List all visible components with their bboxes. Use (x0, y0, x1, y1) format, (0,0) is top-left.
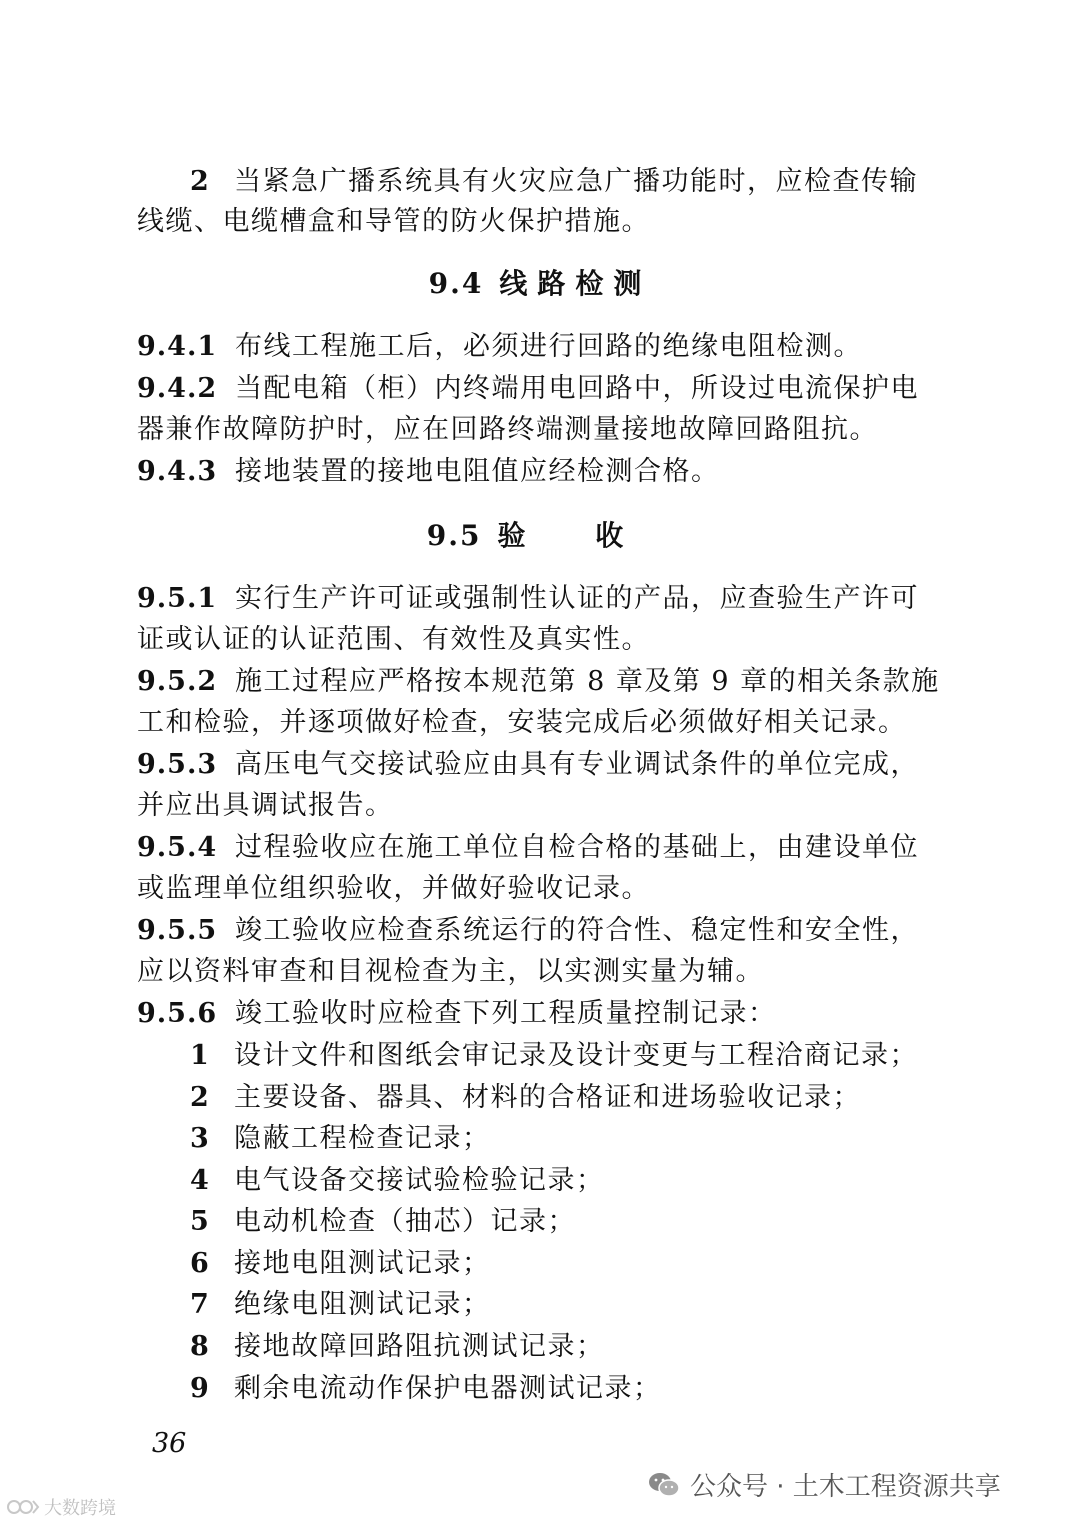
clause-text: 器兼作故障防护时，应在回路终端测量接地故障回路阻抗。 (137, 414, 878, 445)
item-text: 接地故障回路阻抗测试记录； (234, 1331, 605, 1362)
item-text: 绝缘电阻测试记录； (234, 1289, 491, 1320)
list-item (190, 1036, 990, 1076)
item-number: 3 (190, 1123, 210, 1154)
watermark-brand: 大数跨境 (44, 1498, 116, 1519)
clause-continuation (137, 703, 937, 743)
item-text: 隐蔽工程检查记录； (234, 1123, 491, 1154)
clause-continuation (137, 786, 937, 826)
section-number: 9.5 (426, 519, 482, 552)
clause-number: 9.5.6 (137, 998, 218, 1029)
item-number: 1 (190, 1040, 210, 1071)
clause-9-5-5 (137, 911, 937, 951)
watermark-logo-icon (6, 1497, 40, 1517)
item-number: 2 (190, 1082, 210, 1113)
corner-watermark (6, 1494, 116, 1520)
clause-text: 并应出具调试报告。 (137, 790, 394, 821)
section-title: 验 收 (497, 519, 654, 552)
item-text: 接地电阻测试记录； (234, 1248, 491, 1279)
item-text: 剩余电流动作保护电器测试记录； (234, 1373, 662, 1404)
item-number: 4 (190, 1165, 210, 1196)
clause-number: 9.5.1 (137, 583, 218, 614)
clause-text: 接地装置的接地电阻值应经检测合格。 (235, 456, 720, 487)
item-number: 8 (190, 1331, 210, 1362)
list-item (190, 1078, 990, 1118)
clause-9-5-6 (137, 994, 937, 1034)
clause-number: 9.5.4 (137, 832, 218, 863)
clause-text: 施工过程应严格按本规范第 8 章及第 9 章的相关条款施 (235, 666, 940, 697)
clause-9-5-1 (137, 579, 937, 619)
clause-continuation (137, 410, 937, 450)
clause-number: 9.4.2 (137, 373, 218, 404)
clause-continuation (137, 620, 937, 660)
paragraph-text: 当紧急广播系统具有火灾应急广播功能时，应检查传输 (234, 166, 918, 197)
clause-continuation (137, 952, 937, 992)
section-number: 9.4 (428, 267, 484, 300)
clause-number: 9.4.1 (137, 331, 218, 362)
clause-text: 证或认证的认证范围、有效性及真实性。 (137, 624, 650, 655)
item-number: 2 (190, 166, 210, 197)
page-number: 36 (152, 1428, 187, 1459)
clause-text: 应以资料审查和目视检查为主，以实测实量为辅。 (137, 956, 764, 987)
item-number: 9 (190, 1373, 210, 1404)
paragraph-text: 线缆、电缆槽盒和导管的防火保护措施。 (137, 206, 650, 237)
item-text: 主要设备、器具、材料的合格证和进场验收记录； (234, 1082, 861, 1113)
clause-continuation (137, 869, 937, 909)
clause-9-5-2 (137, 662, 940, 702)
clause-number: 9.4.3 (137, 456, 218, 487)
clause-text: 竣工验收应检查系统运行的符合性、稳定性和安全性， (235, 915, 919, 946)
clause-text: 竣工验收时应检查下列工程质量控制记录： (235, 998, 777, 1029)
section-heading-9-4 (0, 264, 1080, 304)
clause-text: 或监理单位组织验收，并做好验收记录。 (137, 873, 650, 904)
clause-text: 布线工程施工后，必须进行回路的绝缘电阻检测。 (235, 331, 862, 362)
clause-9-4-1 (137, 327, 937, 367)
item-number: 7 (190, 1289, 210, 1320)
clause-9-4-3 (137, 452, 937, 492)
list-item (190, 1285, 990, 1325)
watermark-text: 公众号 · 土木工程资源共享 (690, 1472, 1001, 1502)
list-item (190, 1161, 990, 1201)
item-number: 6 (190, 1248, 210, 1279)
list-item (190, 1202, 990, 1242)
paragraph-item-2 (190, 162, 990, 202)
list-item (190, 1369, 990, 1409)
item-text: 电动机检查（抽芯）记录； (234, 1206, 576, 1237)
clause-9-5-4 (137, 828, 937, 868)
clause-9-4-2 (137, 369, 937, 409)
clause-text: 过程验收应在施工单位自检合格的基础上，由建设单位 (235, 832, 919, 863)
section-title: 线路检测 (499, 267, 652, 300)
clause-number: 9.5.5 (137, 915, 218, 946)
clause-9-5-3 (137, 745, 937, 785)
wechat-icon (648, 1471, 680, 1499)
wechat-watermark (648, 1466, 1001, 1503)
list-item (190, 1244, 990, 1284)
item-number: 5 (190, 1206, 210, 1237)
item-text: 设计文件和图纸会审记录及设计变更与工程洽商记录； (234, 1040, 918, 1071)
list-item (190, 1119, 990, 1159)
clause-text: 当配电箱（柜）内终端用电回路中，所设过电流保护电 (235, 373, 919, 404)
clause-number: 9.5.3 (137, 749, 218, 780)
clause-text: 工和检验，并逐项做好检查，安装完成后必须做好相关记录。 (137, 707, 907, 738)
list-item (190, 1327, 990, 1367)
item-text: 电气设备交接试验检验记录； (234, 1165, 605, 1196)
clause-text: 高压电气交接试验应由具有专业调试条件的单位完成， (235, 749, 919, 780)
clause-number: 9.5.2 (137, 666, 218, 697)
paragraph-continuation (137, 202, 937, 242)
section-heading-9-5 (0, 516, 1080, 556)
clause-text: 实行生产许可证或强制性认证的产品，应查验生产许可 (235, 583, 919, 614)
